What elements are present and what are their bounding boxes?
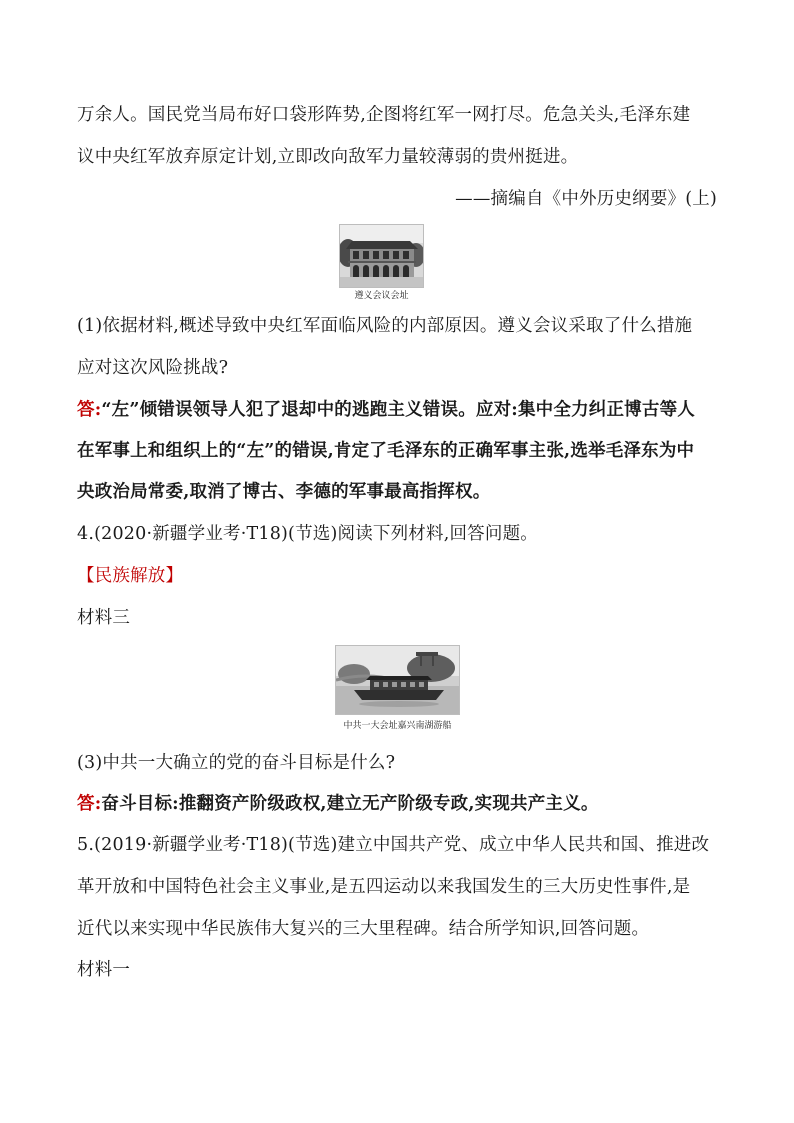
passage-line-1: 万余人。国民党当局布好口袋形阵势,企图将红军一网打尽。危急关头,毛泽东建 — [77, 105, 691, 125]
material-1-label: 材料一 — [77, 960, 131, 980]
zunyi-site-photo — [339, 224, 424, 288]
question-5-line-2: 革开放和中国特色社会主义事业,是五四运动以来我国发生的三大历史性事件,是 — [77, 877, 691, 897]
question-3: (3)中共一大确立的党的奋斗目标是什么? — [77, 753, 396, 773]
zunyi-site-caption: 遵义会议会址 — [354, 291, 409, 301]
material-3-label: 材料三 — [77, 608, 131, 628]
answer-label: 答: — [77, 400, 102, 420]
answer-1-line-3: 央政治局常委,取消了博古、李德的军事最高指挥权。 — [77, 482, 491, 502]
answer-label: 答: — [77, 794, 102, 814]
answer-1-line-2: 在军事上和组织上的“左”的错误,肯定了毛泽东的正确军事主张,选举毛泽东为中 — [77, 441, 695, 461]
red-boat-photo — [335, 645, 460, 715]
question-5-line-1: 5.(2019·新疆学业考·T18)(节选)建立中国共产党、成立中华人民共和国、推进改 — [77, 835, 710, 855]
answer-3 — [77, 792, 599, 816]
answer-1-line-1 — [77, 398, 695, 422]
red-boat-image — [336, 646, 459, 714]
section-tag: 【民族解放】 — [77, 566, 184, 586]
passage-source: ——摘编自《中外历史纲要》(上) — [455, 189, 717, 209]
zunyi-building-image — [340, 225, 423, 287]
question-1-line-1: (1)依据材料,概述导致中央红军面临风险的内部原因。遵义会议采取了什么措施 — [77, 316, 693, 336]
passage-line-2: 议中央红军放弃原定计划,立即改向敌军力量较薄弱的贵州挺进。 — [77, 147, 579, 167]
answer-1-text-1: “左”倾错误领导人犯了退却中的逃跑主义错误。应对:集中全力纠正博古等人 — [101, 400, 695, 420]
question-4-intro: 4.(2020·新疆学业考·T18)(节选)阅读下列材料,回答问题。 — [77, 524, 538, 544]
answer-3-text: 奋斗目标:推翻资产阶级政权,建立无产阶级专政,实现共产主义。 — [101, 794, 599, 814]
red-boat-caption: 中共一大会址嘉兴南湖游船 — [343, 721, 452, 731]
question-1-line-2: 应对这次风险挑战? — [77, 358, 229, 378]
question-5-line-3: 近代以来实现中华民族伟大复兴的三大里程碑。结合所学知识,回答问题。 — [77, 919, 650, 939]
